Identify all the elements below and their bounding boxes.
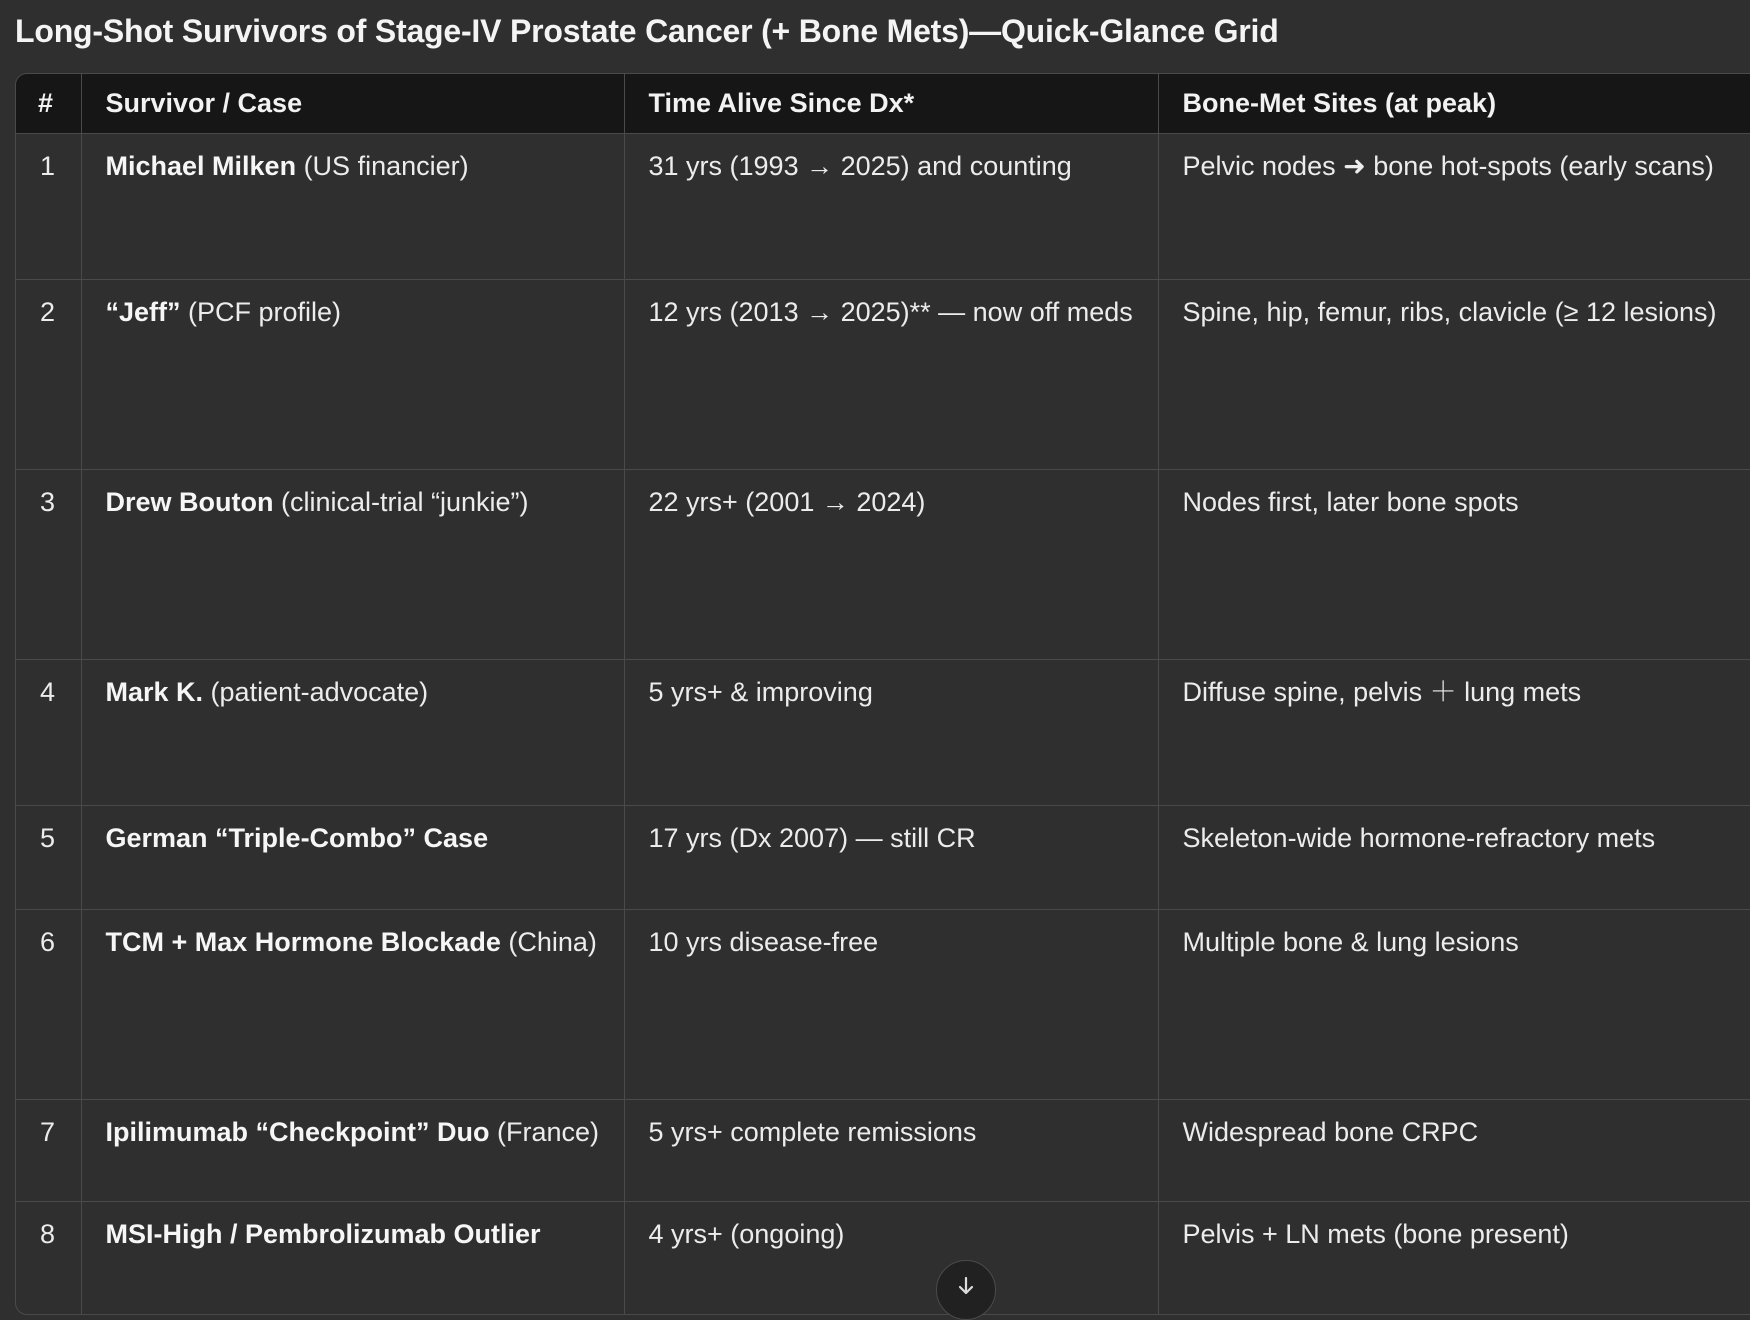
header-survivor: Survivor / Case [81, 74, 624, 133]
table-row [16, 469, 1750, 659]
table-row [16, 279, 1750, 469]
row-number: 6 [16, 909, 81, 1099]
survivor-name: TCM + Max Hormone Blockade [105, 926, 501, 957]
row-number: 8 [16, 1201, 81, 1315]
bone-met-cell: Diffuse spine, pelvis ＋ lung mets [1158, 659, 1750, 805]
survivor-cell [81, 279, 624, 469]
survivor-name: “Jeff” [105, 296, 181, 327]
survivor-cell [81, 133, 624, 279]
bone-met-cell: Nodes first, later bone spots [1158, 469, 1750, 659]
time-alive-cell: 10 yrs disease-free [624, 909, 1158, 1099]
arrow-down-icon [955, 1275, 977, 1302]
survivor-cell [81, 659, 624, 805]
bone-met-cell: Multiple bone & lung lesions [1158, 909, 1750, 1099]
bone-met-cell: Pelvis + LN mets (bone present) [1158, 1201, 1750, 1315]
survivor-cell [81, 909, 624, 1099]
scroll-to-bottom-button[interactable] [936, 1260, 996, 1320]
survivor-name: Mark K. [105, 676, 204, 707]
row-number: 7 [16, 1099, 81, 1201]
survivor-cell [81, 469, 624, 659]
bone-met-cell: Skeleton-wide hormone-refractory mets [1158, 805, 1750, 909]
time-alive-cell: 5 yrs+ & improving [624, 659, 1158, 805]
time-alive-cell: 17 yrs (Dx 2007) — still CR [624, 805, 1158, 909]
table-row [16, 1099, 1750, 1201]
row-number: 3 [16, 469, 81, 659]
survivor-cell [81, 805, 624, 909]
header-number: # [16, 74, 81, 133]
row-number: 4 [16, 659, 81, 805]
time-alive-cell: 4 yrs+ (ongoing) [624, 1201, 1158, 1315]
survivor-note: (France) [489, 1116, 600, 1147]
row-number: 5 [16, 805, 81, 909]
survivor-name: Drew Bouton [105, 486, 274, 517]
bone-met-cell: Pelvic nodes ➜ bone hot-spots (early scans) [1158, 133, 1750, 279]
row-number: 2 [16, 279, 81, 469]
survivor-name: German “Triple-Combo” Case [105, 822, 489, 853]
survivors-grid [16, 74, 1750, 1315]
time-alive-cell: 22 yrs+ (2001 → 2024) [624, 469, 1158, 659]
survivors-table [15, 73, 1750, 1315]
survivor-name: Michael Milken [105, 150, 297, 181]
page-title: Long-Shot Survivors of Stage-IV Prostate Cancer (+ Bone Mets)—Quick-Glance Grid [15, 13, 1279, 49]
bone-met-cell: Spine, hip, femur, ribs, clavicle (≥ 12 lesions) [1158, 279, 1750, 469]
survivor-note: (PCF profile) [180, 296, 342, 327]
header-time-alive: Time Alive Since Dx* [624, 74, 1158, 133]
survivor-name: MSI-High / Pembrolizumab Outlier [105, 1218, 541, 1249]
survivor-note: (clinical-trial “junkie”) [273, 486, 529, 517]
survivor-note: (US financier) [296, 150, 469, 181]
table-header-row [16, 74, 1750, 133]
row-number: 1 [16, 133, 81, 279]
table-row [16, 133, 1750, 279]
time-alive-cell: 5 yrs+ complete remissions [624, 1099, 1158, 1201]
time-alive-cell: 12 yrs (2013 → 2025)** — now off meds [624, 279, 1158, 469]
survivor-note: (China) [500, 926, 597, 957]
header-bone-met-sites: Bone-Met Sites (at peak) [1158, 74, 1750, 133]
table-row [16, 659, 1750, 805]
survivor-note: (patient-advocate) [203, 676, 429, 707]
bone-met-cell: Widespread bone CRPC [1158, 1099, 1750, 1201]
survivor-name: Ipilimumab “Checkpoint” Duo [105, 1116, 490, 1147]
time-alive-cell: 31 yrs (1993 → 2025) and counting [624, 133, 1158, 279]
survivor-cell [81, 1099, 624, 1201]
table-row [16, 805, 1750, 909]
survivor-cell [81, 1201, 624, 1315]
table-row [16, 1201, 1750, 1315]
table-row [16, 909, 1750, 1099]
